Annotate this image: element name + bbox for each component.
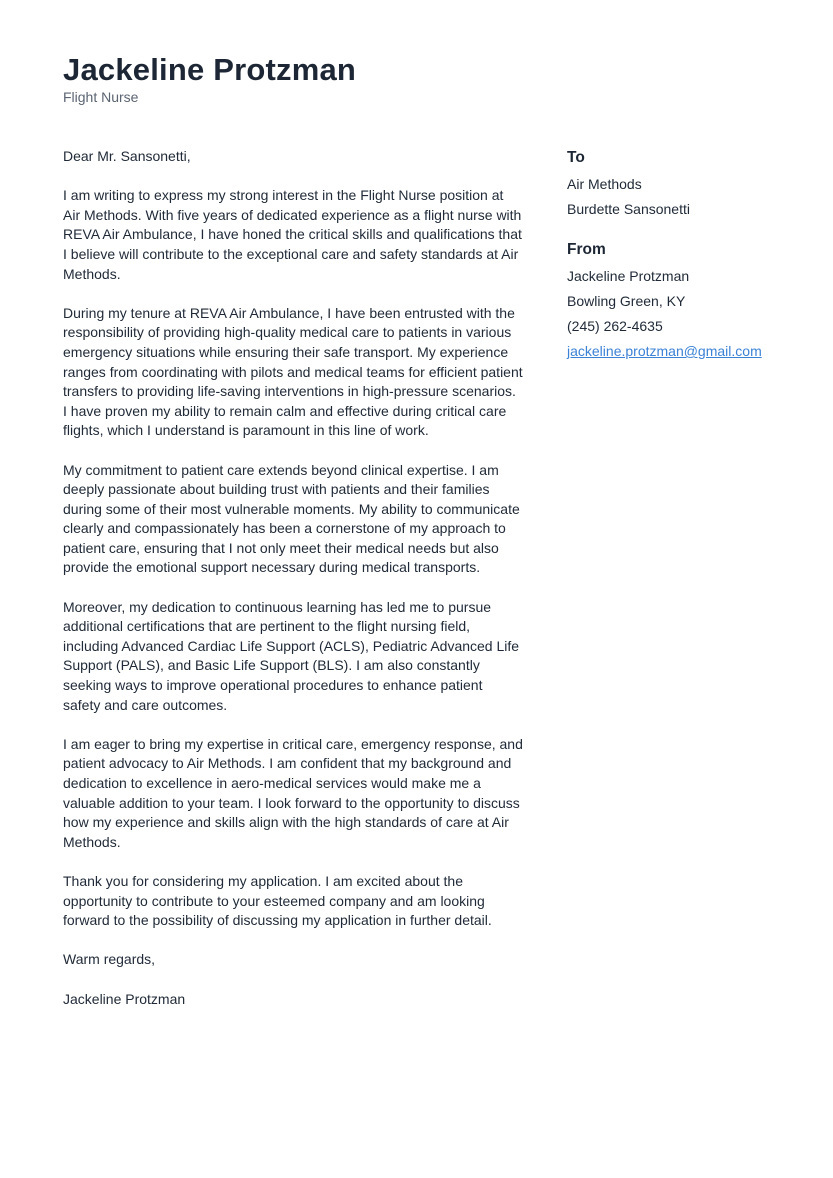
letter-body — [63, 147, 523, 1029]
applicant-role: Flight Nurse — [63, 89, 139, 105]
sender-email-link[interactable]: jackeline.protzman@gmail.com — [567, 343, 762, 359]
paragraph-3: My commitment to patient care extends beyond clinical expertise. I am deeply passionate about building trust with patients and their families during some of their most vulnerable moments. My ability to communicate clearly and compassionately has been a cornerstone of my approach to patient care, ensuring that I not only meet their medical needs but also provide the emotional support necessary during medical transports. — [63, 461, 520, 576]
paragraph-5: I am eager to bring my expertise in critical care, emergency response, and patient advocacy to Air Methods. I am confident that my background and dedication to excellence in aero-medical services would make me a valuable addition to your team. I look forward to the opportunity to discuss how my experience and skills align with the high standards of care at Air Methods. — [63, 735, 523, 850]
to-heading: To — [567, 149, 585, 166]
sender-location: Bowling Green, KY — [567, 293, 686, 309]
contact-sidebar — [567, 147, 807, 364]
applicant-name: Jackeline Protzman — [63, 52, 357, 87]
from-heading: From — [567, 241, 606, 258]
paragraph-2: During my tenure at REVA Air Ambulance, I have been entrusted with the responsibility of providing high-quality medical care to patients in various emergency situations while ensuring their safe transport. My experience ranges from coordinating with pilots and medical teams for efficient patient transfers to providing life-saving interventions in high-pressure scenarios. I have proven my ability to remain calm and effective during critical care flights, which I understand is paramount in this line of work. — [63, 304, 523, 439]
salutation: Dear Mr. Sansonetti, — [63, 148, 191, 164]
sender-name: Jackeline Protzman — [567, 268, 690, 284]
recipient-name: Burdette Sansonetti — [567, 201, 690, 217]
from-details — [567, 264, 807, 364]
closing: Warm regards, — [63, 951, 156, 968]
to-details — [567, 172, 807, 222]
paragraph-4: Moreover, my dedication to continuous learning has led me to pursue additional certifications that are pertinent to the flight nursing field, including Advanced Cardiac Life Support (ACLS), Pediatric Advanced Life Support (PALS), and Basic Life Support (BLS). I am also constantly seeking ways to improve operational procedures to enhance patient safety and care outcomes. — [63, 598, 520, 713]
sender-email-row — [567, 339, 807, 364]
paragraph-1: I am writing to express my strong interest in the Flight Nurse position at Air Methods. With five years of dedicated experience as a flight nurse with REVA Air Ambulance, I have honed the critical skills and qualifications that I believe will contribute to the exceptional care and safety standards at Air Methods. — [63, 187, 522, 282]
paragraph-6: Thank you for considering my application. I am excited about the opportunity to contribute to your esteemed company and am looking forward to the possibility of discussing my application in further detail. — [63, 872, 492, 929]
letter-header — [63, 52, 356, 106]
signature: Jackeline Protzman — [63, 990, 186, 1007]
sender-phone: (245) 262-4635 — [567, 318, 663, 334]
recipient-company: Air Methods — [567, 176, 642, 192]
